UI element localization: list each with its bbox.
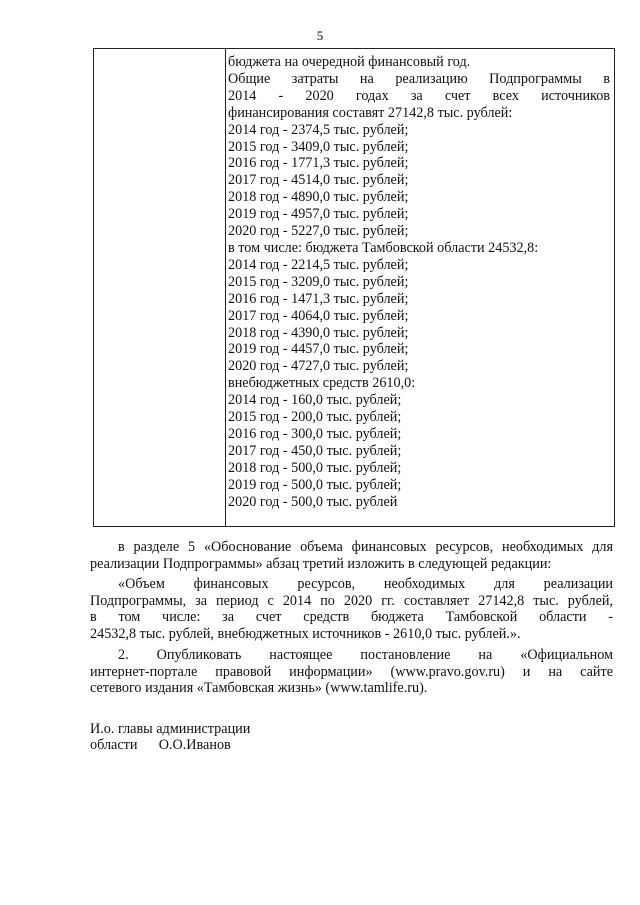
table-line: 2015 год - 200,0 тыс. рублей; — [228, 409, 402, 426]
signature-title: И.о. главы администрации — [90, 721, 251, 737]
table-line: 2018 год - 4390,0 тыс. рублей; — [228, 324, 409, 341]
paragraph-financing-quote — [90, 576, 613, 642]
table-right-column — [228, 54, 610, 510]
table-line: 2018 год - 500,0 тыс. рублей; — [228, 459, 402, 476]
table-line: 2016 год - 1771,3 тыс. рублей; — [228, 155, 409, 172]
table-line: 2020 год - 500,0 тыс. рублей — [228, 493, 398, 510]
table-line: 2019 год - 4457,0 тыс. рублей; — [228, 341, 409, 358]
table-line: в том числе: бюджета Тамбовской области 24532,8: — [228, 239, 539, 256]
table-line: 2019 год - 500,0 тыс. рублей; — [228, 476, 402, 493]
table-line: 2017 год - 4514,0 тыс. рублей; — [228, 172, 409, 189]
table-line: 2017 год - 4064,0 тыс. рублей; — [228, 307, 409, 324]
paragraph-line: Подпрограммы, за период с 2014 по 2020 гг. составляет 27142,8 тыс. рублей, — [90, 592, 613, 609]
table-line: 2020 год - 4727,0 тыс. рублей; — [228, 358, 409, 375]
paragraph-line: в том числе: за счет средств бюджета Тамбовской области - — [90, 609, 613, 626]
paragraph-line: 24532,8 тыс. рублей, внебюджетных источников - 2610,0 тыс. рублей.». — [90, 625, 521, 642]
table-line: Общие затраты на реализацию Подпрограммы в — [228, 70, 610, 87]
table-line: 2014 - 2020 годах за счет всех источников — [228, 87, 610, 104]
budget-table — [93, 48, 615, 527]
table-left-column — [94, 49, 226, 526]
table-line: финансирования составят 27142,8 тыс. рублей: — [228, 104, 513, 121]
paragraph-line: 2. Опубликовать настоящее постановление на «Официальном — [118, 647, 613, 663]
table-line: 2016 год - 1471,3 тыс. рублей; — [228, 290, 409, 307]
paragraph-section-5-amendment — [90, 539, 613, 572]
paragraph-line: реализации Подпрограммы» абзац третий изложить в следующей редакции: — [90, 555, 552, 572]
page-number: 5 — [316, 28, 324, 43]
paragraph-line: интернет-портале правовой информации» (www.pravo.gov.ru) и на сайте — [90, 663, 613, 680]
signature-name: области О.О.Иванов — [90, 737, 231, 754]
table-line: 2016 год - 300,0 тыс. рублей; — [228, 425, 402, 442]
paragraph-publication — [90, 647, 613, 697]
table-line: 2015 год - 3209,0 тыс. рублей; — [228, 273, 409, 290]
table-line: бюджета на очередной финансовый год. — [228, 54, 471, 70]
signature-block — [90, 721, 250, 754]
paragraph-line: сетевого издания «Тамбовская жизнь» (www.tamlife.ru). — [90, 680, 428, 697]
table-line: 2017 год - 450,0 тыс. рублей; — [228, 442, 402, 459]
table-line: 2014 год - 160,0 тыс. рублей; — [228, 392, 402, 409]
table-line: 2020 год - 5227,0 тыс. рублей; — [228, 223, 409, 240]
paragraph-line: «Объем финансовых ресурсов, необходимых для реализации — [118, 576, 613, 592]
table-line: 2014 год - 2374,5 тыс. рублей; — [228, 121, 409, 138]
table-line: 2015 год - 3409,0 тыс. рублей; — [228, 138, 409, 155]
table-line: 2019 год - 4957,0 тыс. рублей; — [228, 206, 409, 223]
paragraph-line: в разделе 5 «Обоснование объема финансовых ресурсов, необходимых для — [118, 539, 613, 555]
table-line: 2014 год - 2214,5 тыс. рублей; — [228, 256, 409, 273]
table-line: 2018 год - 4890,0 тыс. рублей; — [228, 189, 409, 206]
table-line: внебюджетных средств 2610,0: — [228, 375, 416, 392]
